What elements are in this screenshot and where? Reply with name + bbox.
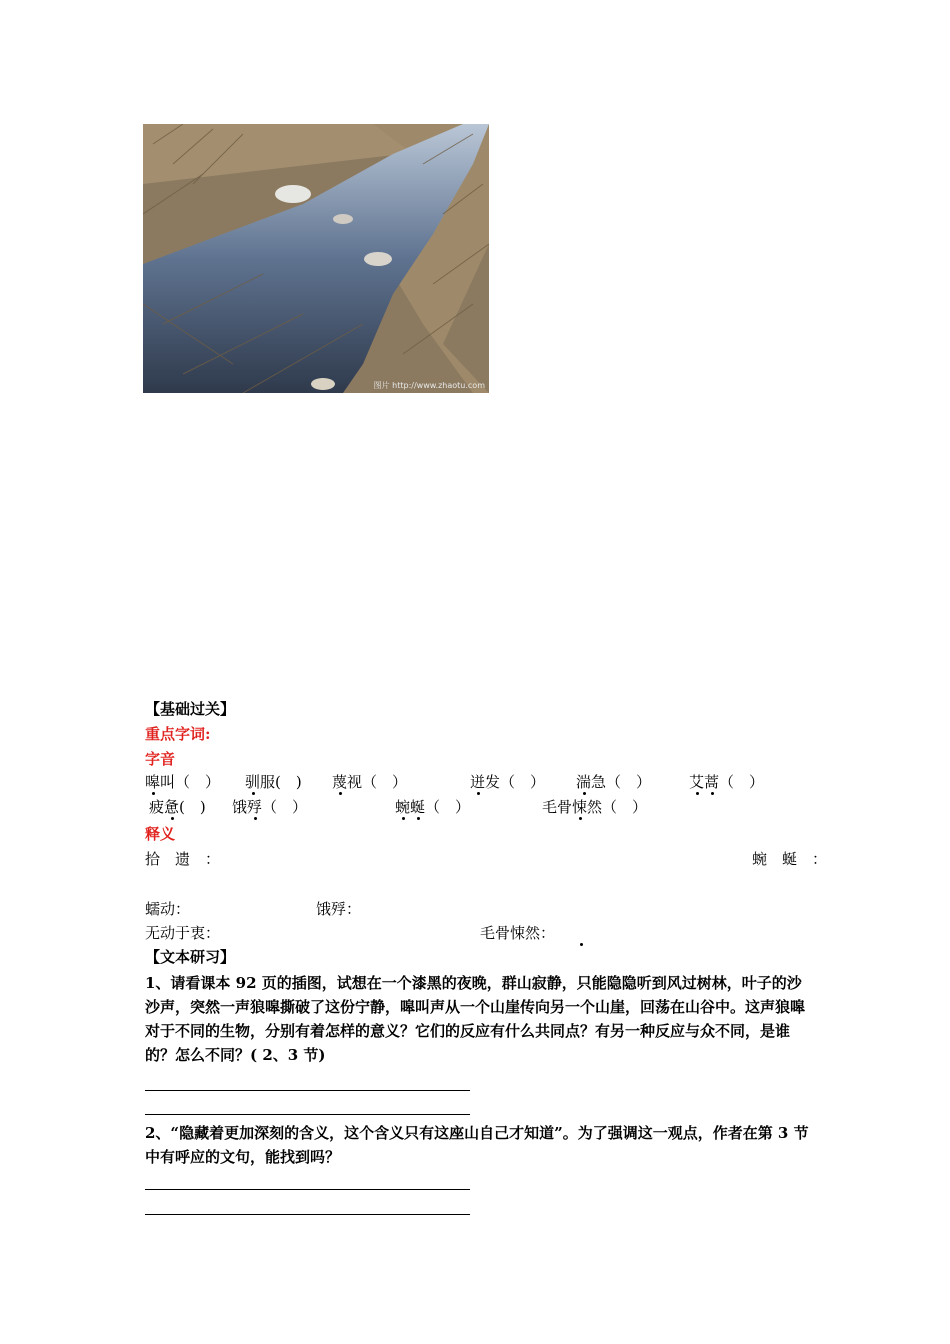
- emphasis-dot: [252, 792, 255, 795]
- emphasis-dot: [477, 792, 480, 795]
- section-basic-heading: 【基础过关】: [145, 700, 236, 718]
- pronunciation-word: 蔑视（ ）: [332, 773, 408, 791]
- emphasis-dot: [417, 817, 420, 820]
- emphasis-dot: [583, 792, 586, 795]
- emphasis-dot: [579, 817, 582, 820]
- meaning-item-rudong: 蠕动：: [145, 900, 191, 918]
- pronunciation-word: 疲惫( ): [149, 798, 206, 816]
- pronunciation-word: 迸发（ ）: [470, 773, 546, 791]
- pronunciation-word: 驯服( ): [245, 773, 302, 791]
- pronunciation-word: 湍急（ ）: [576, 773, 652, 791]
- pronunciation-word: 毛骨悚然（ ）: [542, 798, 648, 816]
- answer-line: [145, 1090, 470, 1091]
- emphasis-dot: [711, 792, 714, 795]
- photo-watermark: 图片 http://www.zhaotu.com: [373, 381, 485, 390]
- meaning-item-wanyan: 蜿 蜒 ：: [752, 850, 828, 868]
- emphasis-dot: [580, 943, 583, 946]
- answer-line: [145, 1189, 470, 1190]
- section-text-heading: 【文本研习】: [145, 948, 236, 966]
- emphasis-dot: [171, 817, 174, 820]
- meaning-heading: 释义: [145, 825, 176, 843]
- emphasis-dot: [152, 792, 155, 795]
- emphasis-dot: [696, 792, 699, 795]
- meaning-item-maogu: 毛骨悚然：: [480, 924, 556, 942]
- emphasis-dot: [402, 817, 405, 820]
- question-2: 2、“隐藏着更加深刻的含义，这个含义只有这座山自己才知道”。为了强调这一观点，作者在第 3 节中有呼应的文句，能找到吗？: [145, 1124, 809, 1166]
- emphasis-dot: [339, 792, 342, 795]
- stream-photo: [143, 124, 489, 393]
- pronunciation-word: 嗥叫（ ）: [145, 773, 221, 791]
- pronunciation-word: 蜿蜒（ ）: [395, 798, 471, 816]
- answer-line: [145, 1114, 470, 1115]
- meaning-item-epiao: 饿殍：: [316, 900, 362, 918]
- question-1: 1、请看课本 92 页的插图，试想在一个漆黑的夜晚，群山寂静，只能隐隐听到风过树林，叶子的沙沙声，突然一声狼嗥撕破了这份宁静，嗥叫声从一个山崖传向另一个山崖，回荡在山谷中。这声狼嗥对于不同的生物，分别有着怎样的意义？它们的反应有什么共同点？有另一种反应与众不同，是谁的？怎么不同？( 2、3 节): [145, 974, 806, 1064]
- meaning-item-shiyi: 拾 遗 ：: [145, 850, 221, 868]
- key-words-heading: 重点字词:: [145, 725, 211, 743]
- pronunciation-word: 饿殍（ ）: [232, 798, 308, 816]
- pronunciation-word: 艾蒿（ ）: [689, 773, 765, 791]
- answer-line: [145, 1214, 470, 1215]
- emphasis-dot: [254, 817, 257, 820]
- stream-photo-illustration: [143, 124, 489, 393]
- meaning-item-wudong: 无动于衷：: [145, 924, 221, 942]
- pronunciation-heading: 字音: [145, 750, 176, 768]
